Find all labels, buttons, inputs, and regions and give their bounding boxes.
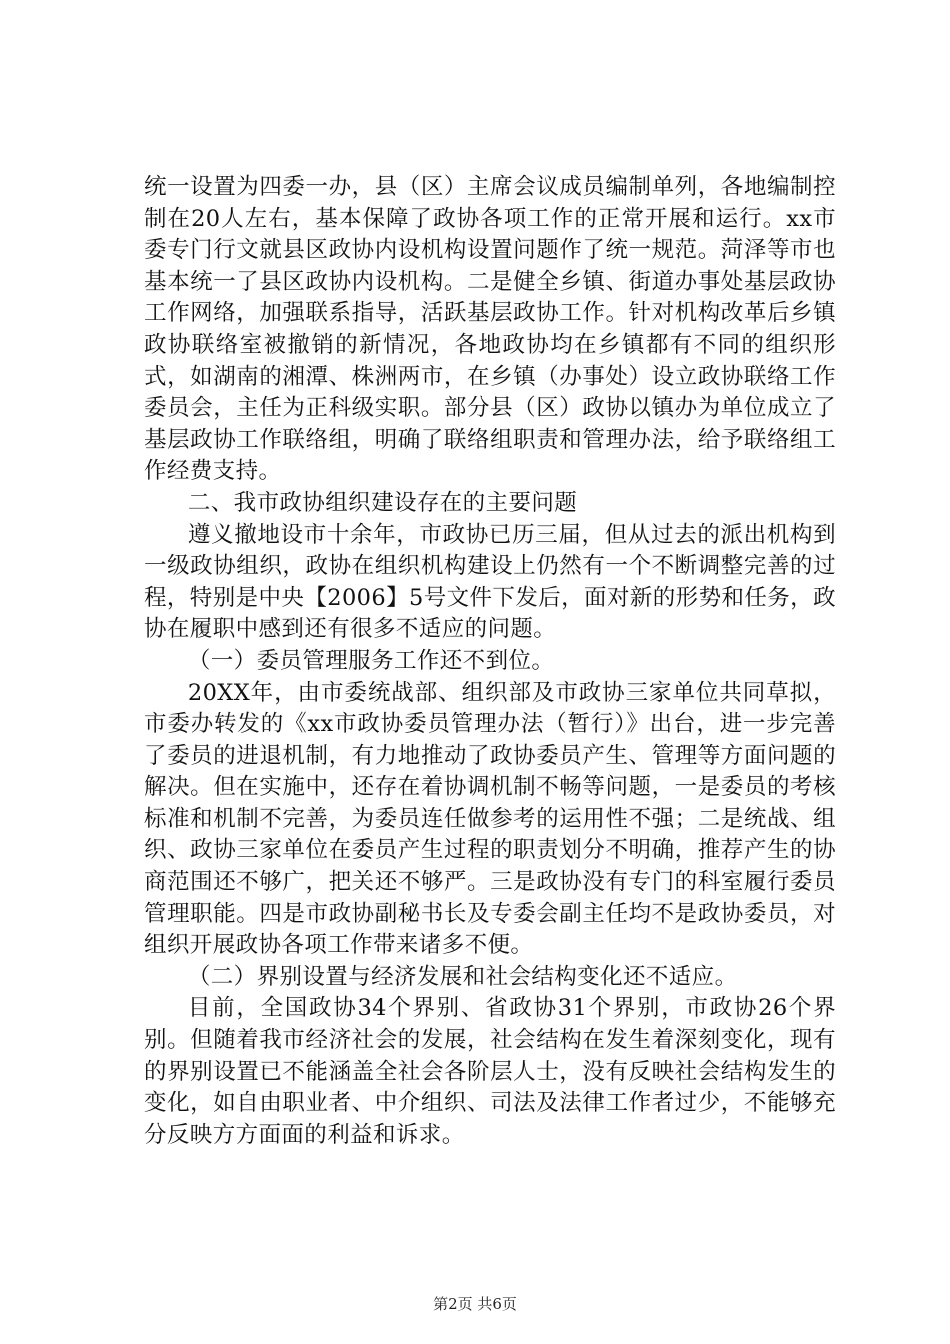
page-number-footer: 第2页 共6页 [433,1295,517,1313]
subsection-heading: （二）界别设置与经济发展和社会结构变化还不适应。 [187,963,738,990]
subsection-heading: （一）委员管理服务工作还不到位。 [187,647,555,674]
body-paragraph: 目前，全国政协34个界别、省政协31个界别，市政协26个界别。但随着我市经济社会的发展，社会结构在发生着深刻变化，现有的界别设置已不能涵盖全社会各阶层人士，没有反映社会结构发生的变化，如自由职业者、中介组织、司法及法律工作者过少，不能够充分反映方方面面的利益和诉求。 [144,995,836,1148]
document-body [144,172,836,1151]
body-paragraph: 遵义撤地设市十余年，市政协已历三届，但从过去的派出机构到一级政协组织，政协在组织机构建设上仍然有一个不断调整完善的过程，特别是中央【2006】5号文件下发后，面对新的形势和任务，政协在履职中感到还有很多不适应的问题。 [144,521,836,643]
body-paragraph: 20XX年，由市委统战部、组织部及市政协三家单位共同草拟，市委办转发的《xx市政协委员管理办法（暂行）》出台，进一步完善了委员的进退机制，有力地推动了政协委员产生、管理等方面问题的解决。但在实施中，还存在着协调机制不畅等问题，一是委员的考核标准和机制不完善，为委员连任做参考的运用性不强；二是统战、组织、政协三家单位在委员产生过程的职责划分不明确，推荐产生的协商范围还不够广，把关还不够严。三是政协没有专门的科室履行委员管理职能。四是市政协副秘书长及专委会副主任均不是政协委员，对组织开展政协各项工作带来诸多不便。 [144,679,836,959]
section-heading: 二、我市政协组织建设存在的主要问题 [187,489,578,516]
body-paragraph: 统一设置为四委一办，县（区）主席会议成员编制单列，各地编制控制在20人左右，基本保障了政协各项工作的正常开展和运行。xx市委专门行文就县区政协内设机构设置问题作了统一规范。菏泽等市也基本统一了县区政协内设机构。二是健全乡镇、街道办事处基层政协工作网络，加强联系指导，活跃基层政协工作。针对机构改革后乡镇政协联络室被撤销的新情况，各地政协均在乡镇都有不同的组织形式，如湖南的湘潭、株洲两市，在乡镇（办事处）设立政协联络工作委员会，主任为正科级实职。部分县（区）政协以镇办为单位成立了基层政协工作联络组，明确了联络组职责和管理办法，给予联络组工作经费支持。 [144,174,836,485]
